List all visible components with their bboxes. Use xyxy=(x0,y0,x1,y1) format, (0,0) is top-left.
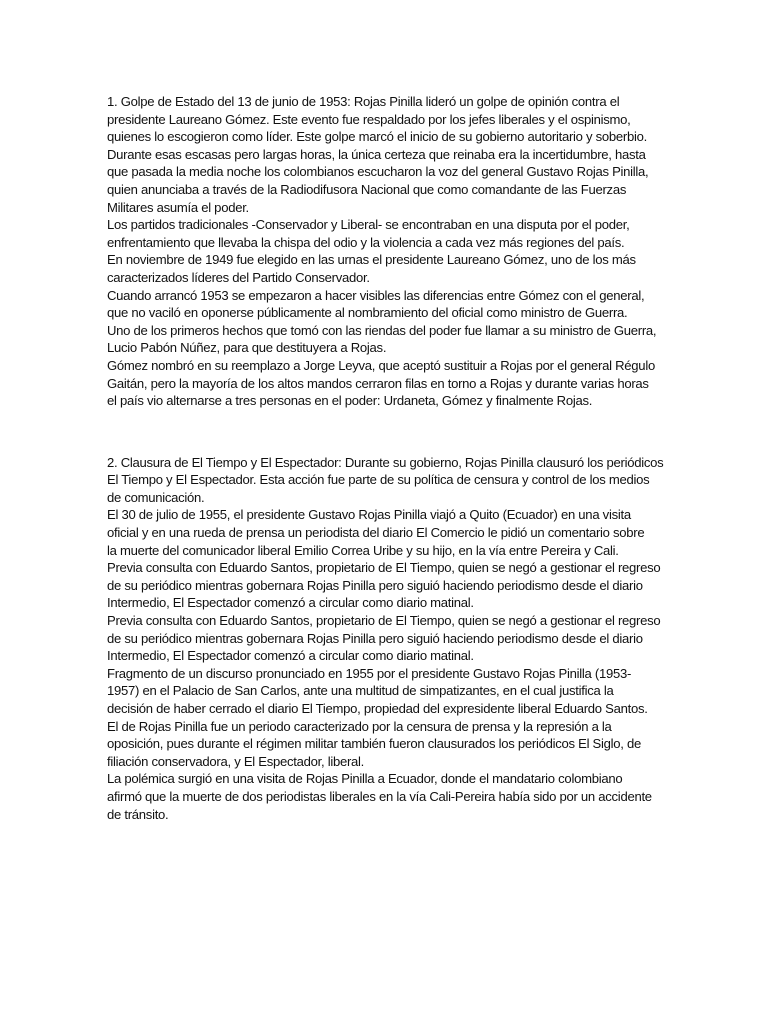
text-line: Gaitán, pero la mayoría de los altos mandos cerraron filas en torno a Rojas y durante varias horas xyxy=(107,375,649,391)
text-line: el país vio alternarse a tres personas en el poder: Urdaneta, Gómez y finalmente Rojas. xyxy=(107,393,593,409)
text-line: Fragmento de un discurso pronunciado en 1955 por el presidente Gustavo Rojas Pinilla (1953- xyxy=(107,665,632,681)
text-line: que pasada la media noche los colombianos escucharon la voz del general Gustavo Rojas Pinilla, xyxy=(107,164,649,180)
text-line: Previa consulta con Eduardo Santos, propietario de El Tiempo, quien se negó a gestionar el regreso xyxy=(107,613,661,629)
text-line: filiación conservadora, y El Espectador, liberal. xyxy=(107,753,365,769)
text-line: Intermedio, El Espectador comenzó a circular como diario matinal. xyxy=(107,648,474,664)
text-line: Previa consulta con Eduardo Santos, propietario de El Tiempo, quien se negó a gestionar el regreso xyxy=(107,560,661,576)
text-line: Gómez nombró en su reemplazo a Jorge Leyva, que aceptó sustituir a Rojas por el general Régulo xyxy=(107,357,655,373)
text-line: oficial y en una rueda de prensa un periodista del diario El Comercio le pidió un comentario sobre xyxy=(107,525,645,541)
text-line: Militares asumía el poder. xyxy=(107,199,249,215)
text-line: Uno de los primeros hechos que tomó con las riendas del poder fue llamar a su ministro de Guerra, xyxy=(107,322,657,338)
text-line: enfrentamiento que llevaba la chispa del odio y la violencia a cada vez más regiones del país. xyxy=(107,234,625,250)
text-line: quien anunciaba a través de la Radiodifusora Nacional que como comandante de las Fuerzas xyxy=(107,181,627,197)
text-line: de tránsito. xyxy=(107,806,169,822)
text-line: Cuando arrancó 1953 se empezaron a hacer visibles las diferencias entre Gómez con el general, xyxy=(107,287,645,303)
text-line: Durante esas escasas pero largas horas, la única certeza que reinaba era la incertidumbre, hasta xyxy=(107,146,646,162)
text-line: presidente Laureano Gómez. Este evento fue respaldado por los jefes liberales y el ospinismo, xyxy=(107,111,631,127)
text-line: En noviembre de 1949 fue elegido en las urnas el presidente Laureano Gómez, uno de los más xyxy=(107,252,636,268)
text-line: Lucio Pabón Núñez, para que destituyera a Rojas. xyxy=(107,340,387,356)
text-line: que no vaciló en oponerse públicamente al nombramiento del oficial como ministro de Guerra. xyxy=(107,305,628,321)
text-line: Intermedio, El Espectador comenzó a circular como diario matinal. xyxy=(107,595,474,611)
text-line: El Tiempo y El Espectador. Esta acción fue parte de su política de censura y control de los medios xyxy=(107,472,650,488)
text-line: 1957) en el Palacio de San Carlos, ante una multitud de simpatizantes, en el cual justifica la xyxy=(107,683,614,699)
text-line: El de Rojas Pinilla fue un periodo caracterizado por la censura de prensa y la represión a la xyxy=(107,718,612,734)
text-line: quienes lo escogieron como líder. Este golpe marcó el inicio de su gobierno autoritario y soberbio. xyxy=(107,129,648,145)
text-line: la muerte del comunicador liberal Emilio Correa Uribe y su hijo, en la vía entre Pereira y Cali. xyxy=(107,542,619,558)
text-line: caracterizados líderes del Partido Conservador. xyxy=(107,269,370,285)
text-line: La polémica surgió en una visita de Rojas Pinilla a Ecuador, donde el mandatario colombiano xyxy=(107,771,623,787)
text-line: de su periódico mientras gobernara Rojas Pinilla pero siguió haciendo periodismo desde el diario xyxy=(107,630,643,646)
text-line: 2. Clausura de El Tiempo y El Espectador: Durante su gobierno, Rojas Pinilla clausuró los periódicos xyxy=(107,454,664,470)
text-line: de comunicación. xyxy=(107,489,205,505)
text-line: 1. Golpe de Estado del 13 de junio de 1953: Rojas Pinilla lideró un golpe de opinión contra el xyxy=(107,94,620,109)
text-line: Los partidos tradicionales -Conservador y Liberal- se encontraban en una disputa por el poder, xyxy=(107,217,630,233)
text-line: oposición, pues durante el régimen militar también fueron clausurados los periódicos El Siglo, de xyxy=(107,736,641,752)
section-clausura-periodicos xyxy=(107,454,667,823)
text-line: decisión de haber cerrado el diario El Tiempo, propiedad del expresidente liberal Eduardo Santos. xyxy=(107,701,648,716)
section-golpe-de-estado xyxy=(107,93,667,410)
text-line: afirmó que la muerte de dos periodistas liberales en la vía Cali-Pereira había sido por un accidente xyxy=(107,788,652,804)
text-line: de su periódico mientras gobernara Rojas Pinilla pero siguió haciendo periodismo desde el diario xyxy=(107,577,643,593)
text-line: El 30 de julio de 1955, el presidente Gustavo Rojas Pinilla viajó a Quito (Ecuador) en una visita xyxy=(107,507,631,523)
document-page xyxy=(107,93,667,823)
